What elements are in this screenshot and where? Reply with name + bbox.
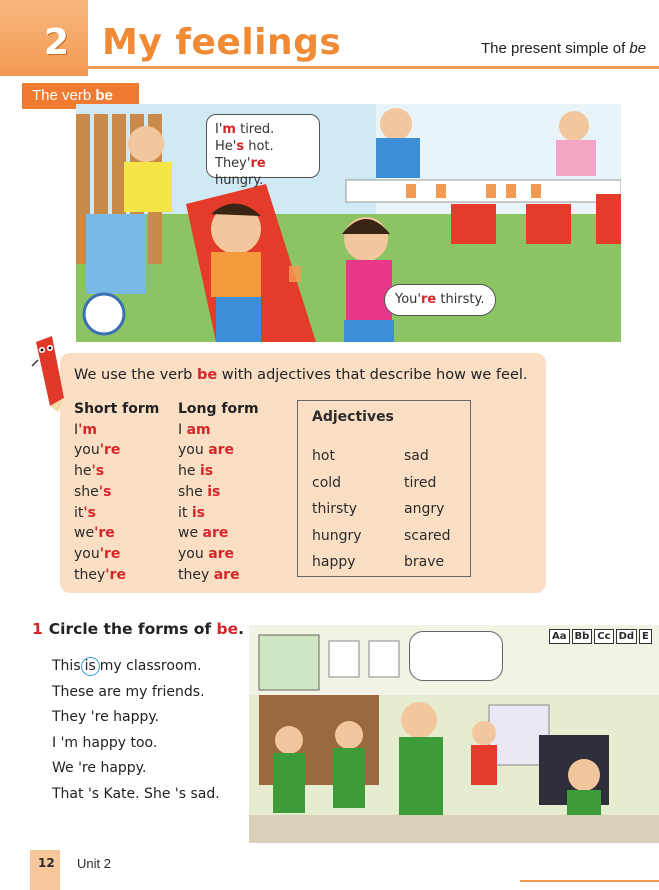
adjective-item: sad (404, 448, 429, 464)
footer-unit-label: Unit 2 (77, 856, 111, 871)
long-form-item: they are (178, 566, 240, 583)
short-form-header: Short form (74, 401, 160, 417)
long-form-item: you are (178, 545, 235, 562)
adjectives-header: Adjectives (312, 409, 394, 425)
short-form-item: she's (74, 483, 112, 500)
exercise-line: That 's Kate. She 's sad. (52, 785, 220, 802)
circled-answer: is (81, 657, 100, 676)
section-tag: The verb be (22, 83, 139, 109)
adjective-item: angry (404, 501, 445, 517)
long-form-header: Long form (178, 401, 259, 417)
adjective-item: scared (404, 527, 451, 544)
exercise-title: 1 Circle the forms of be. (32, 620, 244, 638)
adjective-item: hungry (312, 527, 362, 544)
grammar-intro: We use the verb be with adjectives that describe how we feel. (74, 367, 528, 383)
footer-rule (520, 880, 659, 882)
exercise-line: They 're happy. (52, 709, 160, 725)
adjective-item: hot (312, 448, 335, 464)
long-form-item: it is (178, 504, 205, 521)
exercise-line: We 're happy. (52, 760, 147, 776)
short-form-item: he's (74, 463, 105, 480)
adjective-item: thirsty (312, 501, 358, 517)
exercise-line: These are my friends. (52, 683, 205, 700)
short-form-item: I'm (74, 421, 98, 438)
adjectives-column-2 (404, 443, 451, 576)
header-rule (88, 66, 659, 69)
adjective-item: tired (404, 474, 437, 491)
long-form-item: she is (178, 483, 221, 500)
bubble-line-3: They're hungry. (215, 156, 266, 188)
short-form-item: they're (74, 566, 126, 583)
header-subtitle: The present simple of be (481, 40, 647, 57)
grammar-info-box (60, 353, 546, 593)
short-form-column (74, 399, 159, 585)
speech-bubble-thirsty: You're thirsty. (384, 284, 496, 316)
alphabet-card: Aa (549, 629, 570, 644)
classroom-speech-bubble (409, 631, 503, 681)
long-form-item: we are (178, 525, 229, 542)
alphabet-cards (549, 629, 652, 644)
long-form-item: you are (178, 442, 235, 459)
adjective-item: brave (404, 554, 445, 570)
short-form-item: you're (74, 442, 121, 459)
exercise-sentences (52, 654, 220, 807)
alphabet-card: Bb (572, 629, 593, 644)
adjective-item: cold (312, 474, 342, 491)
exercise-line: I 'm happy too. (52, 734, 158, 751)
garden-scene-art (76, 104, 621, 342)
page-number: 12 (30, 850, 60, 890)
short-form-item: you're (74, 545, 121, 562)
long-form-column (178, 399, 259, 585)
speech-bubble-tired (206, 114, 320, 188)
classroom-illustration (249, 625, 659, 843)
alphabet-card: E (639, 629, 652, 644)
alphabet-card: Cc (594, 629, 613, 644)
unit-number: 2 (44, 22, 70, 63)
unit-title: My feelings (102, 22, 342, 63)
garden-illustration (76, 104, 621, 342)
pencil-mascot-icon (28, 336, 68, 412)
long-form-item: he is (178, 463, 214, 480)
adjectives-column-1 (312, 443, 362, 576)
adjectives-box (297, 400, 471, 577)
adjective-item: happy (312, 554, 356, 570)
short-form-item: we're (74, 525, 115, 542)
long-form-item: I am (178, 421, 211, 438)
bubble-line-1: I'm tired. (215, 122, 275, 137)
bubble-line-2: He's hot. (215, 139, 274, 154)
exercise-line: This is my classroom. (52, 658, 202, 674)
alphabet-card: Dd (616, 629, 637, 644)
short-form-item: it's (74, 504, 97, 521)
